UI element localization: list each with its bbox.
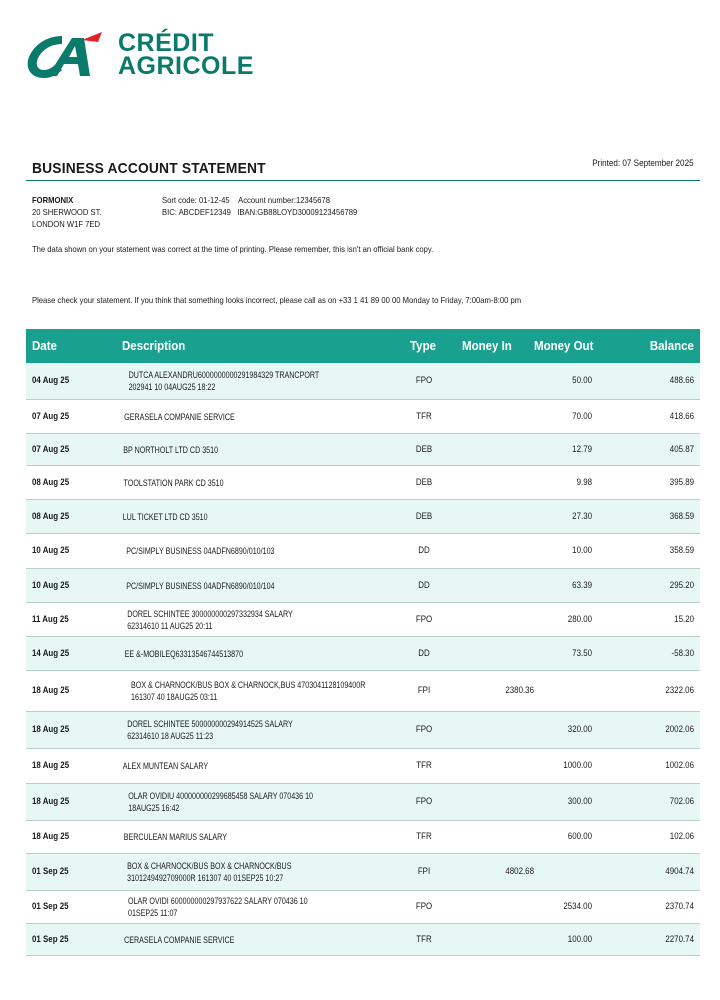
description-line2: 202941 10 04AUG25 18:22 (128, 382, 216, 392)
table-row (26, 603, 700, 637)
table-row (26, 671, 700, 712)
cell-type: DEB (415, 477, 433, 487)
cell-type: FPI (417, 685, 431, 695)
cell-balance: 15.20 (674, 614, 694, 624)
cell-balance: 418.66 (669, 411, 694, 421)
description-line1: BP NORTHOLT LTD CD 3510 (123, 445, 219, 455)
cell-money-out: 300.00 (567, 796, 592, 806)
cell-balance: 702.06 (669, 796, 694, 806)
cell-money-out: 320.00 (567, 724, 592, 734)
description-line1: ALEX MUNTEAN SALARY (122, 761, 209, 771)
cell-date: 08 Aug 25 (32, 477, 70, 487)
cell-description (118, 411, 241, 423)
cell-balance: 4904.74 (665, 866, 694, 876)
cell-description (118, 679, 378, 703)
table-row (26, 569, 700, 603)
cell-money-out: 50.00 (572, 375, 592, 385)
cell-description (118, 760, 213, 772)
cell-type: FPO (415, 796, 433, 806)
cell-type: TFR (416, 831, 432, 841)
bank-logo (24, 30, 264, 90)
cell-type: TFR (416, 411, 432, 421)
cell-description (118, 369, 330, 393)
table-body (26, 363, 700, 956)
accuracy-note: The data shown on your statement was correct at the time of printing. Please remember, this isn't an official bank copy. (32, 244, 434, 254)
cell-date: 01 Sep 25 (32, 934, 69, 944)
description-line1: PC/SIMPLY BUSINESS 04ADFN6890/010/104 (126, 581, 275, 591)
description-line1: BERCULEAN MARIUS SALARY (123, 832, 227, 842)
description-line1: DUTCA ALEXANDRU6000000000291984329 TRANCPORT (128, 370, 320, 380)
cell-description (118, 860, 301, 884)
customer-address (32, 194, 102, 230)
cell-money-out: 100.00 (567, 934, 592, 944)
cell-description (118, 444, 223, 456)
description-line1: LUL TICKET LTD CD 3510 (122, 512, 208, 522)
account-details (162, 194, 357, 218)
cell-description (118, 545, 283, 557)
cell-balance: 295.20 (669, 580, 694, 590)
cell-date: 10 Aug 25 (32, 580, 70, 590)
cell-type: TFR (416, 760, 432, 770)
table-row (26, 924, 700, 956)
cell-date: 07 Aug 25 (32, 444, 70, 454)
cell-money-out: 12.79 (572, 444, 592, 454)
cell-description (118, 648, 250, 660)
cell-type: FPO (415, 375, 433, 385)
account-number: Account number:12345678 (238, 195, 331, 205)
description-line2: 3101249492709000R 161307 40 01SEP25 10:27 (127, 873, 284, 883)
cell-type: FPO (415, 614, 433, 624)
address-line1: 20 SHERWOOD ST. (32, 207, 102, 217)
cell-money-out: 2534.00 (563, 901, 592, 911)
company-name: FORMONIX (32, 195, 74, 205)
table-row (26, 534, 700, 569)
cell-date: 08 Aug 25 (32, 511, 70, 521)
description-line1: BOX & CHARNOCK/BUS BOX & CHARNOCK/BUS (127, 861, 292, 871)
cell-balance: 405.87 (669, 444, 694, 454)
cell-description (118, 718, 302, 742)
cell-balance: 102.06 (669, 831, 694, 841)
cell-money-out: 70.00 (572, 411, 592, 421)
cell-description (118, 511, 212, 523)
table-header (26, 329, 700, 363)
cell-date: 18 Aug 25 (32, 724, 70, 734)
table-row (26, 466, 700, 500)
logo-text-line2: AGRICOLE (118, 52, 254, 80)
description-line1: DOREL SCHINTEE 300000000297332934 SALARY (127, 609, 293, 619)
cell-date: 14 Aug 25 (32, 648, 70, 658)
address-line2: LONDON W1F 7ED (32, 219, 101, 229)
cell-type: DD (418, 648, 430, 658)
table-row (26, 749, 700, 784)
cell-money-out: 27.30 (572, 511, 592, 521)
cell-balance: -58.30 (671, 648, 694, 658)
cell-balance: 368.59 (669, 511, 694, 521)
bic-code: BIC: ABCDEF12349 (162, 207, 231, 217)
cell-date: 18 Aug 25 (32, 831, 70, 841)
cell-type: FPO (415, 724, 433, 734)
description-line2: 62314610 11 AUG25 20:11 (127, 621, 213, 631)
cell-type: DD (418, 545, 430, 555)
credit-agricole-logo-icon (24, 30, 104, 82)
description-line1: DOREL SCHINTEE 500000000294914525 SALARY (127, 719, 293, 729)
cell-description (118, 477, 229, 489)
cell-description (118, 934, 240, 946)
cell-type: DEB (415, 444, 433, 454)
table-row (26, 784, 700, 821)
cell-balance: 358.59 (669, 545, 694, 555)
statement-title: BUSINESS ACCOUNT STATEMENT (32, 160, 266, 177)
description-line2: 18AUG25 16:42 (128, 803, 180, 813)
header-description: Description (122, 339, 186, 353)
contact-note: Please check your statement. If you think that something looks incorrect, please call as on +33 1 41 89 00 00 Monday to Friday, 7:00am-8:00 pm (32, 295, 522, 305)
cell-date: 04 Aug 25 (32, 375, 70, 385)
sort-code: Sort code: 01-12-45 (162, 195, 230, 205)
table-row (26, 712, 700, 749)
header-date: Date (32, 339, 57, 353)
cell-description (118, 831, 233, 843)
cell-money-out: 280.00 (567, 614, 592, 624)
table-row (26, 500, 700, 534)
cell-description (118, 608, 302, 632)
cell-date: 18 Aug 25 (32, 796, 70, 806)
description-line1: PC/SIMPLY BUSINESS 04ADFN6890/010/103 (126, 546, 275, 556)
header-type: Type (410, 339, 436, 353)
title-divider (26, 180, 700, 181)
cell-money-out: 63.39 (572, 580, 592, 590)
cell-balance: 2370.74 (665, 901, 694, 911)
cell-balance: 1002.06 (665, 760, 694, 770)
cell-description (118, 790, 323, 814)
transactions-table (26, 329, 700, 956)
table-row (26, 821, 700, 854)
cell-money-in: 2380.36 (505, 685, 534, 695)
description-line2: 161307 40 18AUG25 03:11 (131, 692, 218, 702)
cell-date: 18 Aug 25 (32, 685, 70, 695)
description-line2: 62314610 18 AUG25 11:23 (127, 731, 214, 741)
cell-money-out: 73.50 (572, 648, 592, 658)
table-row (26, 434, 700, 466)
header-money-in: Money In (462, 339, 512, 353)
cell-date: 01 Sep 25 (32, 866, 69, 876)
description-line1: OLAR OVIDIU 400000000299685458 SALARY 070436 10 (128, 791, 314, 801)
description-line1: BOX & CHARNOCK/BUS BOX & CHARNOCK,BUS 4703041128109400R (131, 680, 366, 690)
cell-type: FPO (415, 901, 433, 911)
cell-type: DEB (415, 511, 433, 521)
cell-date: 10 Aug 25 (32, 545, 70, 555)
cell-money-out: 9.98 (576, 477, 592, 487)
cell-balance: 2002.06 (665, 724, 694, 734)
header-money-out: Money Out (534, 339, 594, 353)
cell-money-out: 600.00 (567, 831, 592, 841)
table-row (26, 400, 700, 434)
cell-type: FPI (417, 866, 431, 876)
cell-date: 01 Sep 25 (32, 901, 69, 911)
cell-money-out: 1000.00 (563, 760, 592, 770)
description-line1: OLAR OVIDI 600000000297937622 SALARY 070436 10 (127, 896, 308, 906)
description-line1: GERASELA COMPANIE SERVICE (124, 412, 235, 422)
description-line1: CERASELA COMPANIE SERVICE (124, 935, 235, 945)
table-row (26, 637, 700, 671)
cell-type: TFR (416, 934, 432, 944)
table-row (26, 891, 700, 924)
cell-money-in: 4802.68 (505, 866, 534, 876)
cell-balance: 2322.06 (665, 685, 694, 695)
iban-code: IBAN:GB88LOYD30009123456789 (237, 207, 358, 217)
table-row (26, 363, 700, 400)
printed-date: Printed: 07 September 2025 (592, 158, 694, 168)
table-row (26, 854, 700, 891)
logo-text-line1: CRÉDIT (118, 29, 215, 57)
cell-date: 07 Aug 25 (32, 411, 70, 421)
description-line2: 01SEP25 11:07 (127, 908, 178, 918)
cell-description (118, 580, 283, 592)
description-line1: TOOLSTATION PARK CD 3510 (123, 478, 224, 488)
cell-date: 11 Aug 25 (32, 614, 69, 624)
cell-balance: 2270.74 (665, 934, 694, 944)
cell-money-out: 10.00 (572, 545, 592, 555)
cell-balance: 488.66 (669, 375, 694, 385)
description-line1: EE &-MOBILEQ63313546744513870 (124, 649, 244, 659)
cell-date: 18 Aug 25 (32, 760, 70, 770)
cell-description (118, 895, 318, 919)
cell-type: DD (418, 580, 430, 590)
header-balance: Balance (649, 339, 694, 353)
cell-balance: 395.89 (669, 477, 694, 487)
